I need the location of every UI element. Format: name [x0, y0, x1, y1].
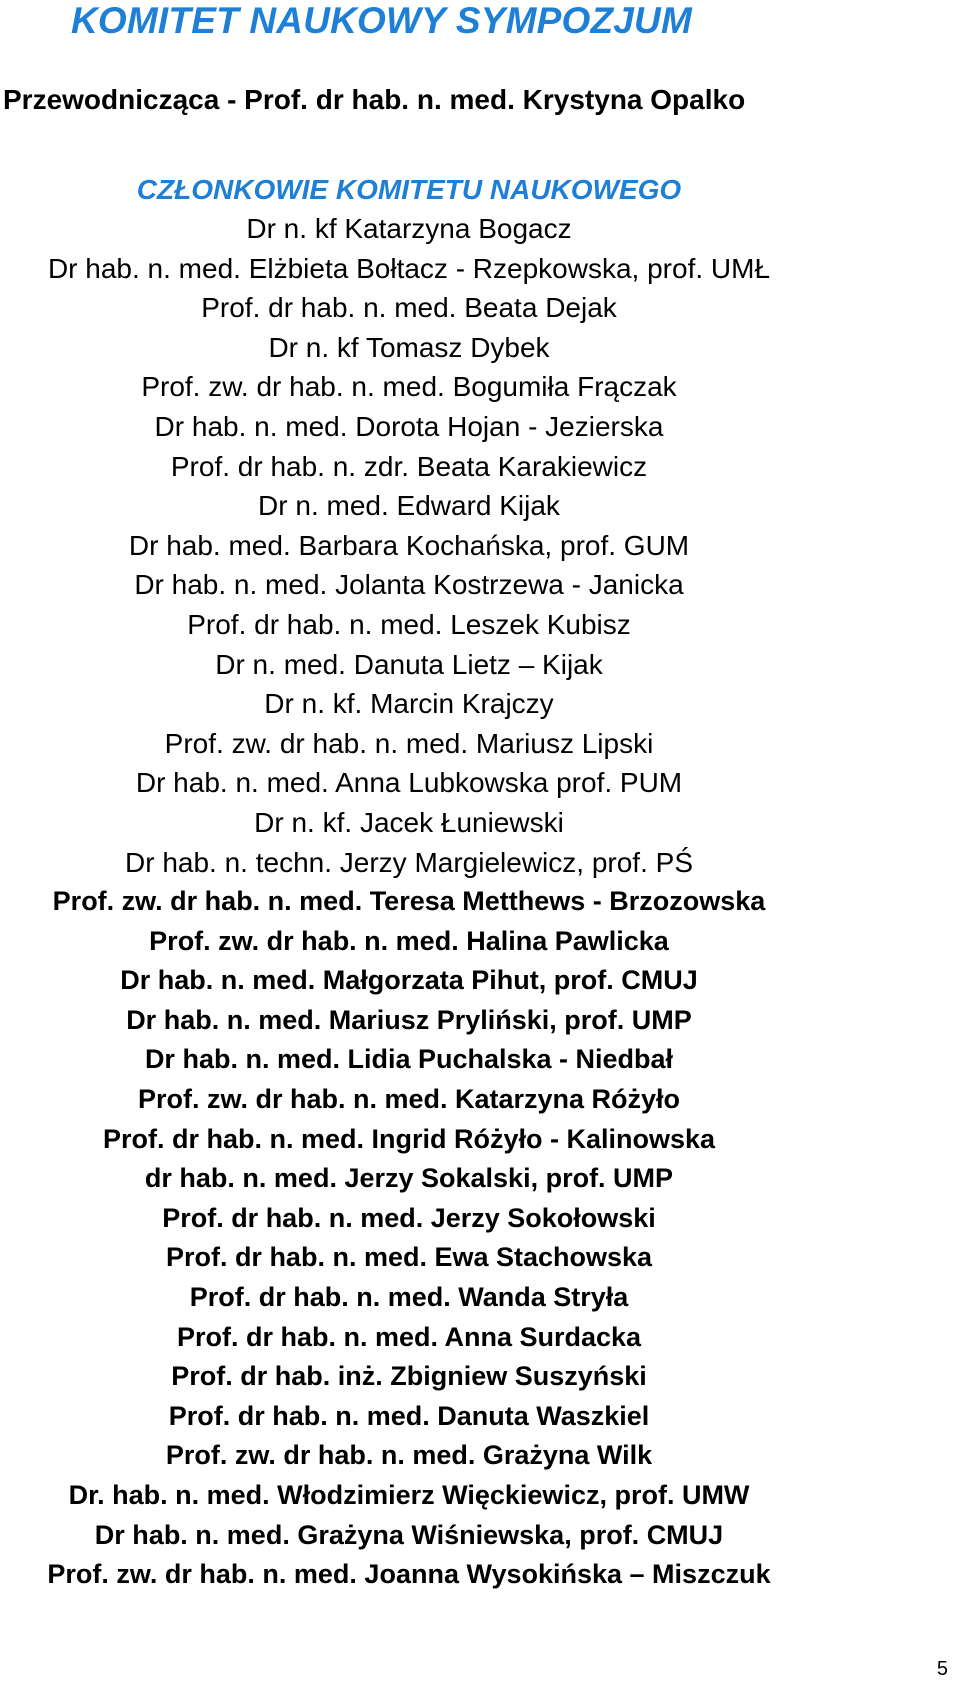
members-section: [0, 170, 818, 1595]
member-item: Dr hab. n. med. Mariusz Pryliński, prof. UMP: [126, 1004, 692, 1035]
member-list: [0, 209, 818, 1595]
member-item: Dr n. kf. Jacek Łuniewski: [254, 806, 564, 838]
page-number: 5: [936, 1658, 948, 1680]
member-item: Prof. dr hab. n. med. Beata Dejak: [201, 292, 617, 324]
member-item: Prof. dr hab. n. med. Leszek Kubisz: [187, 608, 631, 640]
member-item: Dr hab. n. med. Lidia Puchalska - Niedbał: [144, 1044, 674, 1075]
member-item: Dr hab. n. med. Dorota Hojan - Jezierska: [154, 410, 664, 442]
member-item: Dr. hab. n. med. Włodzimierz Więckiewicz, prof. UMW: [68, 1480, 750, 1510]
member-item: Dr hab. n. techn. Jerzy Margielewicz, prof. PŚ: [125, 846, 693, 878]
member-item: Dr hab. n. med. Grażyna Wiśniewska, prof. CMUJ: [94, 1519, 724, 1550]
member-item: Prof. dr hab. n. med. Anna Surdacka: [176, 1321, 642, 1352]
page-title: KOMITET NAUKOWY SYMPOZJUM: [71, 0, 692, 41]
member-item: Prof. zw. dr hab. n. med. Grażyna Wilk: [165, 1440, 653, 1471]
member-item: Prof. zw. dr hab. n. med. Katarzyna Różyło: [137, 1084, 681, 1115]
member-item: Dr hab. n. med. Elżbieta Bołtacz - Rzepkowska, prof. UMŁ: [47, 252, 771, 284]
member-item: Dr hab. n. med. Anna Lubkowska prof. PUM: [135, 767, 683, 799]
member-item: Dr n. kf. Marcin Krajczy: [264, 688, 554, 720]
member-item: dr hab. n. med. Jerzy Sokalski, prof. UMP: [144, 1163, 674, 1194]
member-item: Prof. zw. dr hab. n. med. Teresa Metthews - Brzozowska: [52, 886, 766, 917]
member-item: Prof. dr hab. n. zdr. Beata Karakiewicz: [170, 450, 648, 482]
member-item: Prof. dr hab. n. med. Danuta Waszkiel: [168, 1400, 650, 1431]
member-item: Prof. dr hab. n. med. Ingrid Różyło - Kalinowska: [102, 1123, 716, 1154]
member-item: Dr n. med. Edward Kijak: [258, 490, 560, 522]
member-item: Dr hab. n. med. Małgorzata Pihut, prof. CMUJ: [120, 965, 698, 996]
member-item: Dr n. med. Danuta Lietz – Kijak: [215, 648, 603, 680]
member-item: Prof. dr hab. n. med. Jerzy Sokołowski: [162, 1202, 656, 1233]
member-item: Prof. dr hab. n. med. Wanda Stryła: [189, 1282, 629, 1313]
member-item: Prof. zw. dr hab. n. med. Bogumiła Frączak: [141, 371, 677, 403]
member-item: Prof. zw. dr hab. n. med. Halina Pawlicka: [149, 925, 669, 956]
member-item: Prof. zw. dr hab. n. med. Joanna Wysokińska – Miszczuk: [47, 1559, 771, 1590]
member-item: Dr n. kf Tomasz Dybek: [268, 331, 550, 363]
member-item: Dr hab. med. Barbara Kochańska, prof. GUM: [128, 529, 690, 561]
member-item: Prof. zw. dr hab. n. med. Mariusz Lipski: [164, 727, 654, 759]
member-item: Dr n. kf Katarzyna Bogacz: [246, 213, 572, 244]
member-item: Prof. dr hab. n. med. Ewa Stachowska: [165, 1242, 653, 1273]
members-heading: CZŁONKOWIE KOMITETU NAUKOWEGO: [136, 174, 682, 205]
member-item: Dr hab. n. med. Jolanta Kostrzewa - Janicka: [134, 569, 684, 601]
member-item: Prof. dr hab. inż. Zbigniew Suszyński: [171, 1361, 647, 1392]
committee-chair: Przewodnicząca - Prof. dr hab. n. med. Krystyna Opalko: [3, 84, 746, 115]
